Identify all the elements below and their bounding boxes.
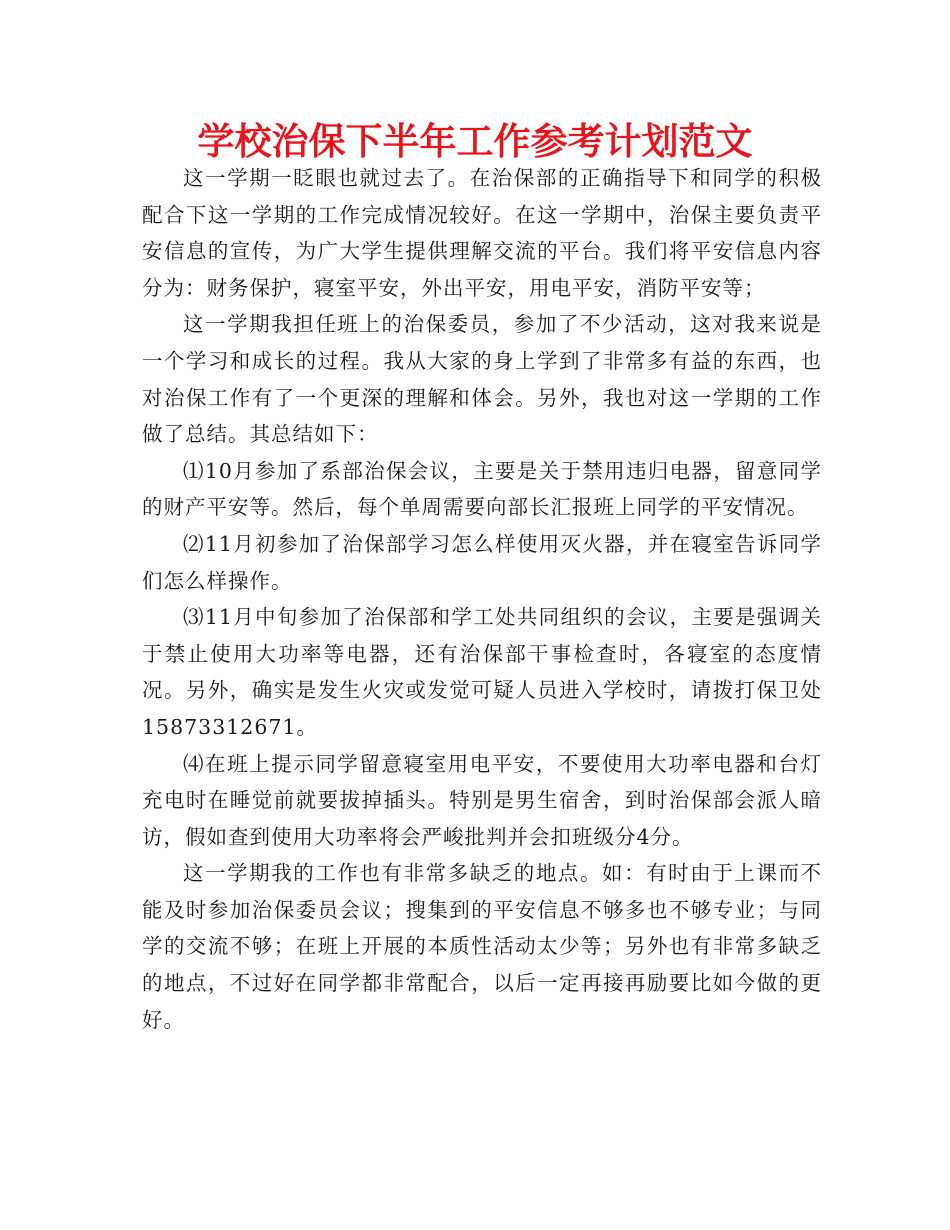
document-body bbox=[142, 160, 822, 1038]
paragraph-item-4: ⑷在班上提示同学留意寝室用电平安，不要使用大功率电器和台灯充电时在睡觉前就要拔掉插头。特别是男生宿舍，到时治保部会派人暗访，假如查到使用大功率将会严峻批判并会扣班级分4分。 bbox=[142, 751, 822, 849]
paragraph-item-1: ⑴10月参加了系部治保会议，主要是关于禁用违归电器，留意同学的财产平安等。然后，每个单周需要向部长汇报班上同学的平安情况。 bbox=[142, 458, 822, 520]
paragraph-item-3: ⑶11月中旬参加了治保部和学工处共同组织的会议，主要是强调关于禁止使用大功率等电器，还有治保部干事检查时，各寝室的态度情况。另外，确实是发生火灾或发觉可疑人员进入学校时，请拨打保卫处15873312671。 bbox=[142, 605, 822, 739]
paragraph-role: 这一学期我担任班上的治保委员，参加了不少活动，这对我来说是一个学习和成长的过程。我从大家的身上学到了非常多有益的东西，也对治保工作有了一个更深的理解和体会。另外，我也对这一学期的工作做了总结。其总结如下： bbox=[142, 312, 822, 447]
document-title: 学校治保下半年工作参考计划范文 bbox=[197, 120, 753, 163]
paragraph-intro: 这一学期一眨眼也就过去了。在治保部的正确指导下和同学的积极配合下这一学期的工作完成情况较好。在这一学期中，治保主要负责平安信息的宣传，为广大学生提供理解交流的平台。我们将平安信息内容分为：财务保护，寝室平安，外出平安，用电平安，消防平安等； bbox=[142, 166, 822, 300]
paragraph-item-2: ⑵11月初参加了治保部学习怎么样使用灭火器，并在寝室告诉同学们怎么样操作。 bbox=[142, 531, 822, 593]
paragraph-shortcomings: 这一学期我的工作也有非常多缺乏的地点。如：有时由于上课而不能及时参加治保委员会议；搜集到的平安信息不够多也不够专业；与同学的交流不够；在班上开展的本质性活动太少等；另外也有非常多缺乏的地点，不过好在同学都非常配合，以后一定再接再励要比如今做的更好。 bbox=[142, 861, 822, 1032]
